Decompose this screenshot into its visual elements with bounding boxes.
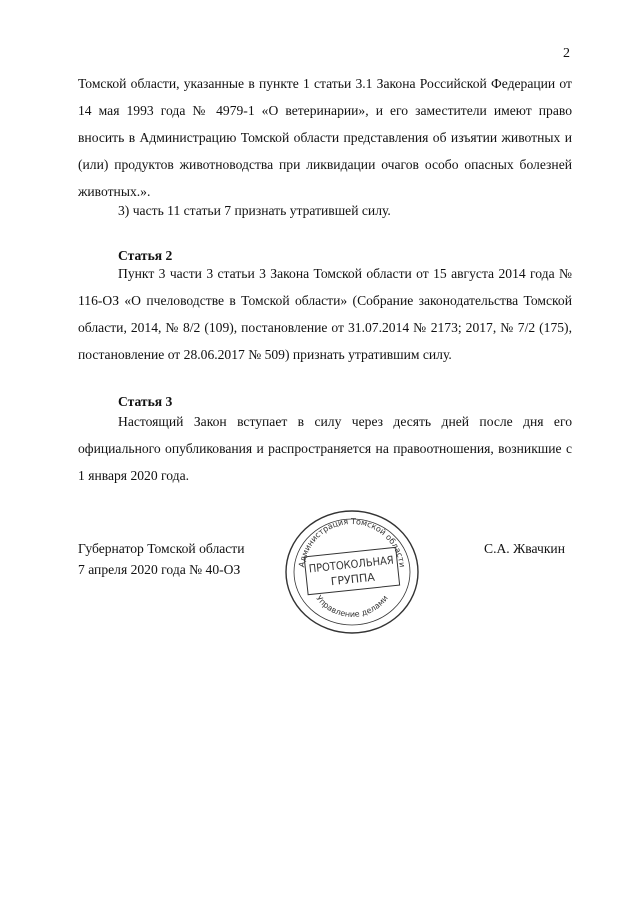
law-date-number: 7 апреля 2020 года № 40-ОЗ [78, 562, 241, 577]
article-2-text: Пункт 3 части 3 статьи 3 Закона Томской области от 15 августа 2014 года № 116-ОЗ «О пчеловодстве в Томской области» (Собрание законодательства Томской области, 2014, № 8/2 (109), постановление от 31.07.2014 № 2173; 2017, № 7/2 (175), постановление от 28.06.2017 № 509) признать утратившим силу. [78, 266, 572, 362]
seal-line-2: ГРУППА [330, 570, 376, 589]
seal-graphic [282, 508, 422, 636]
seal-outer-text: Администрация Томской области [297, 516, 407, 568]
article-2-heading: Статья 2 [118, 248, 173, 263]
official-seal-stamp [282, 508, 422, 636]
governor-title: Губернатор Томской области [78, 541, 245, 556]
seal-bottom-text: Управление делами [314, 593, 390, 619]
article-3-text: Настоящий Закон вступает в силу через десять дней после дня его официального опубликования и распространяется на правоотношения, возникшие с 1 января 2020 года. [78, 414, 572, 483]
seal-line-1: ПРОТОКОЛЬНАЯ [308, 553, 395, 576]
svg-text:Управление делами [314, 594, 389, 619]
paragraph-item-3: 3) часть 11 статьи 7 признать утратившей силу. [118, 203, 391, 218]
paragraph-continuation: Томской области, указанные в пункте 1 статьи 3.1 Закона Российской Федерации от 14 мая 1993 года № 4979-1 «О ветеринарии», и его заместители имеют право вносить в Администрацию Томской области представления об изъятии животных и (или) продуктов животноводства при ликвидации очагов особо опасных болезней животных.». [78, 76, 572, 199]
page-number: 2 [563, 46, 570, 61]
article-3-heading: Статья 3 [118, 394, 173, 409]
signatory-name: С.А. Жвачкин [484, 541, 565, 556]
